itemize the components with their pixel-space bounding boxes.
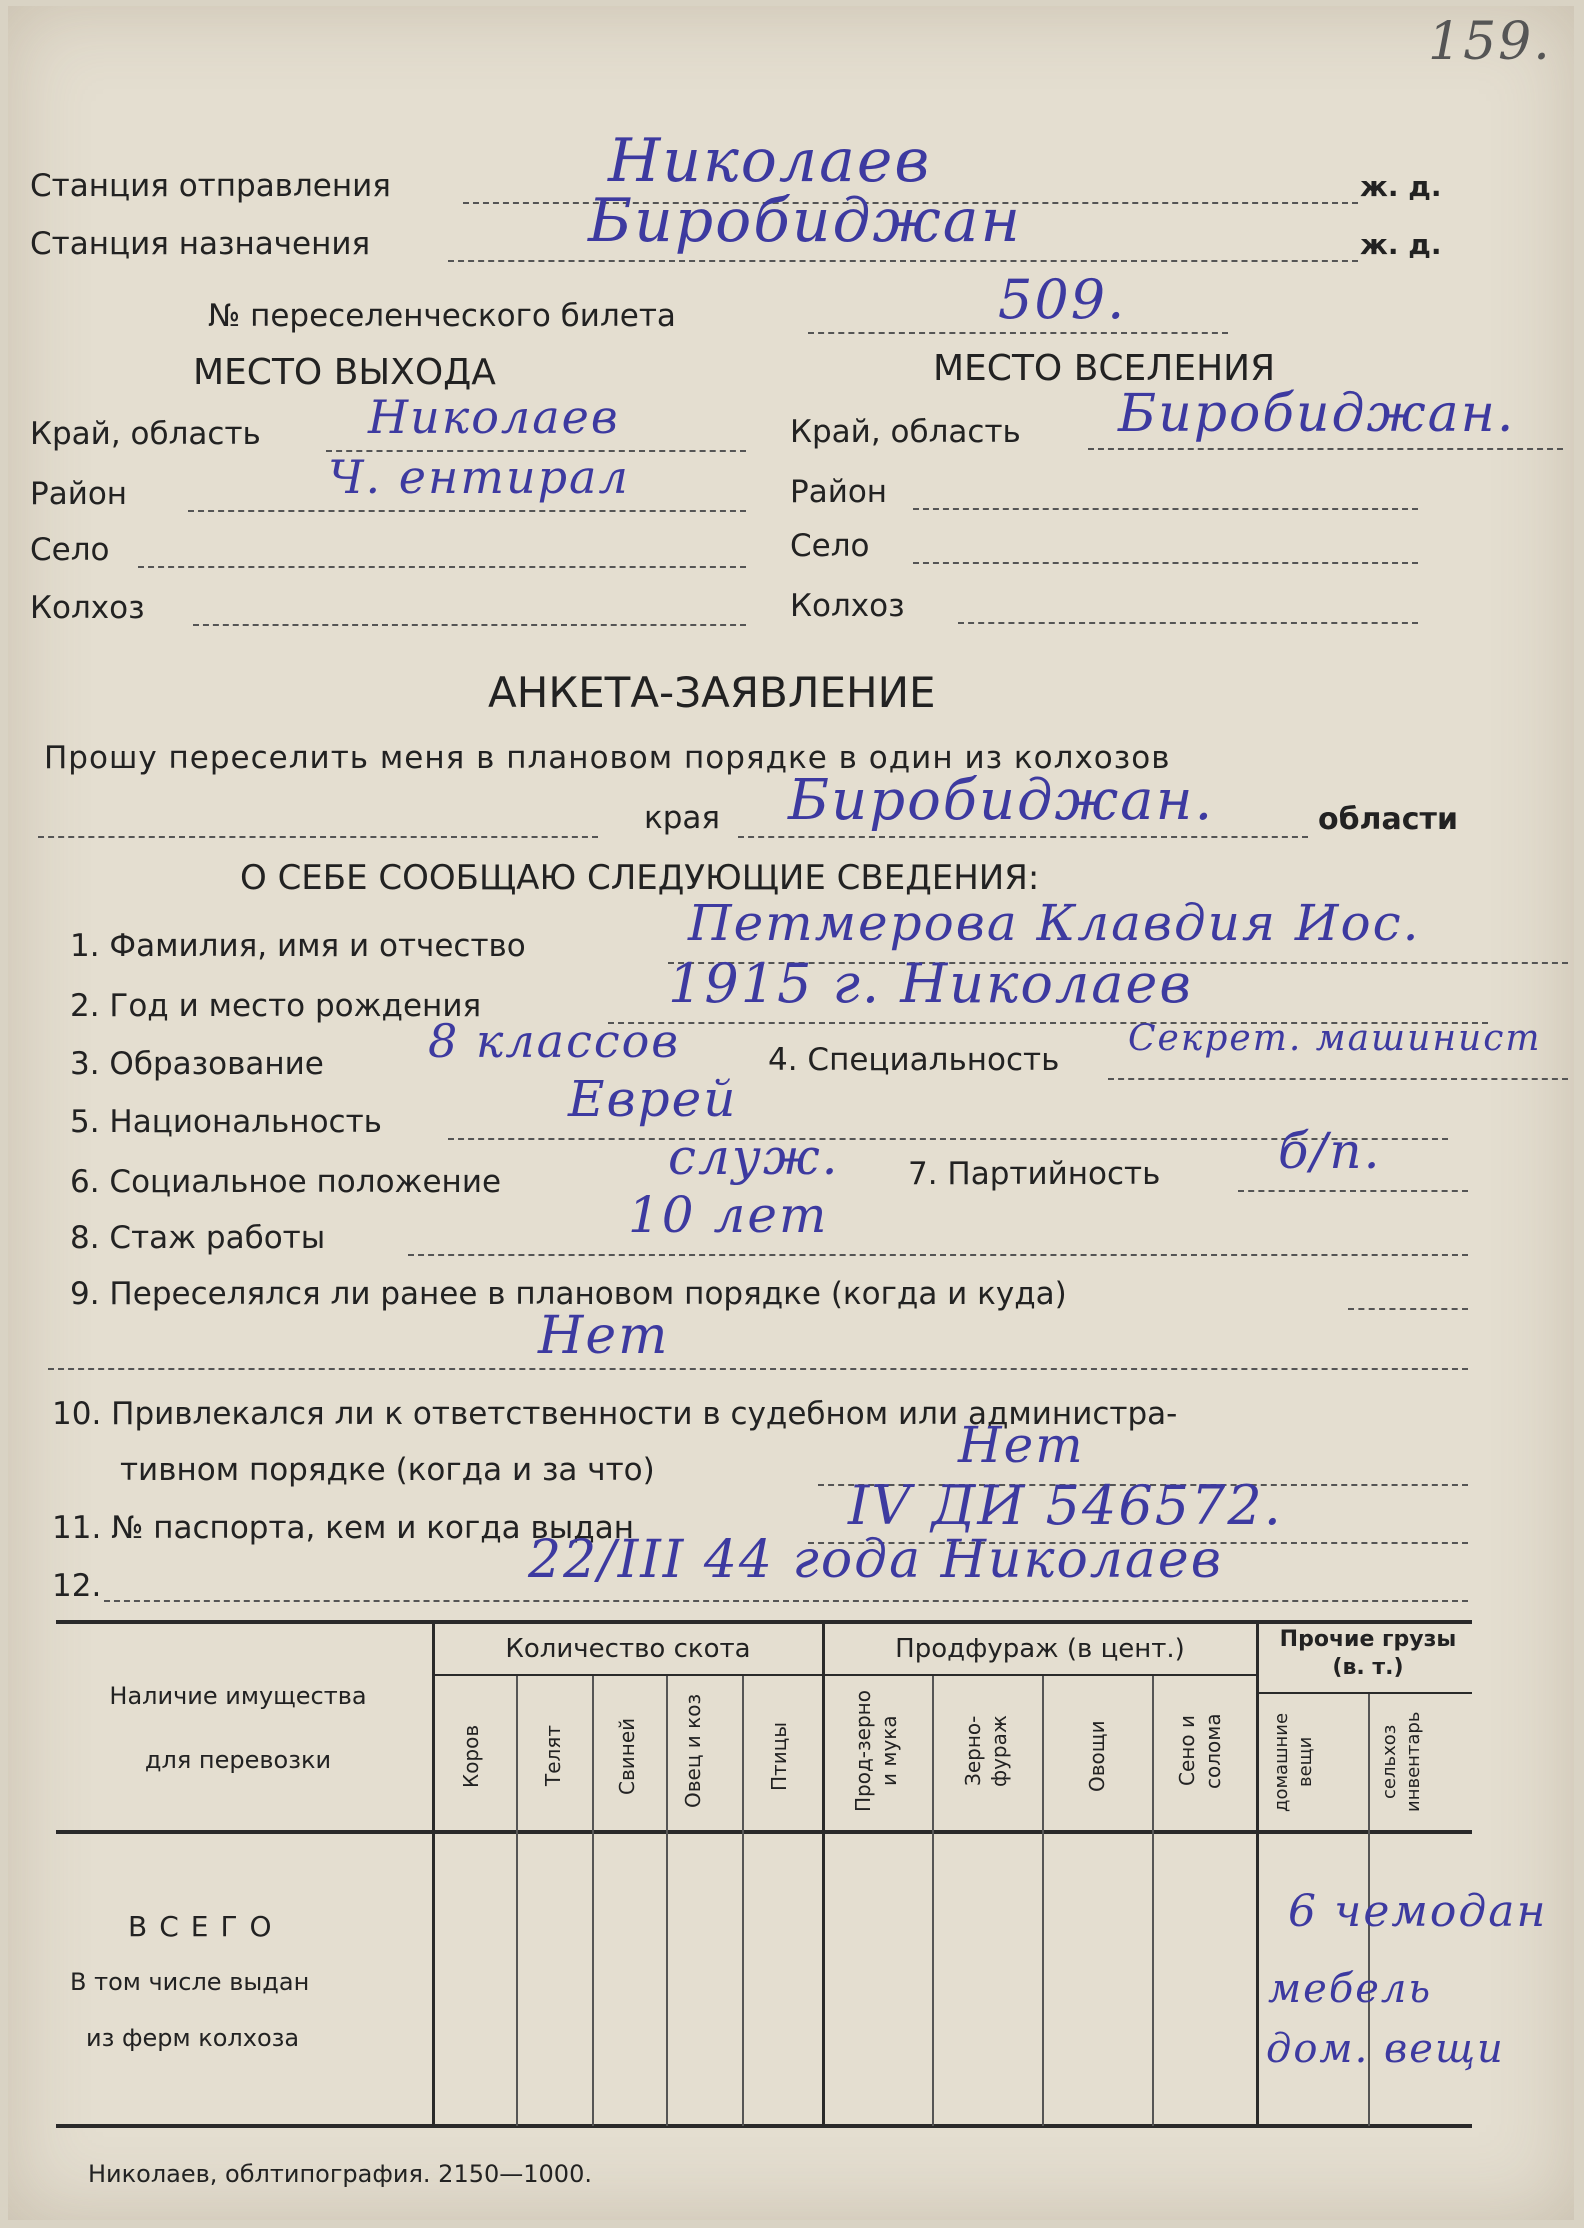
origin-village-line [138, 566, 746, 568]
table-col-line-6 [1042, 1674, 1044, 2126]
item-6-value: служ. [668, 1128, 840, 1186]
item-9-line-b [48, 1368, 1468, 1370]
item-10-value: Нет [958, 1416, 1085, 1474]
printer-footer: Николаев, облтипография. 2150—1000. [88, 2160, 592, 2188]
table-col-line-4 [742, 1674, 744, 2126]
table-header-bottom-border [56, 1830, 1472, 1834]
kraya-value: Биробиджан. [788, 768, 1215, 833]
col-grain: Прод-зерно и мука [851, 1690, 901, 1812]
table-col-line-5 [932, 1674, 934, 2126]
destination-village-line [913, 562, 1418, 564]
destination-region-label: Край, область [790, 414, 1021, 450]
col-vegetables: Овощи [1085, 1720, 1109, 1792]
col-sheep: Овец и коз [681, 1693, 705, 1809]
ticket-label: № переселенческого билета [208, 298, 676, 334]
oblasti-label: области [1318, 802, 1458, 837]
destination-rail-suffix: ж. д. [1360, 228, 1442, 261]
destination-label: Станция назначения [30, 226, 371, 262]
item-8-value: 10 лет [628, 1186, 829, 1244]
item-9-value: Нет [538, 1306, 670, 1366]
item-1-label: 1. Фамилия, имя и отчество [70, 928, 526, 964]
item-7-line [1238, 1190, 1468, 1192]
row-header-line-1: Наличие имущества [109, 1682, 367, 1710]
item-4-value: Секрет. машинист [1128, 1018, 1542, 1059]
included-label-2: из ферм колхоза [86, 2024, 300, 2052]
item-10-label-1: 10. Привлекался ли к ответственности в судебном или администра- [52, 1396, 1178, 1432]
origin-region-label: Край, область [30, 416, 261, 452]
item-8-label: 8. Стаж работы [70, 1220, 326, 1256]
table-col-line-1 [516, 1674, 518, 2126]
feed-group-label: Продфураж (в цент.) [895, 1634, 1185, 1664]
destination-district-label: Район [790, 474, 888, 510]
ticket-line [808, 332, 1228, 334]
other-cargo-value-3: дом. вещи [1266, 2026, 1505, 2072]
livestock-group-line [434, 1674, 822, 1676]
origin-district-line [188, 510, 746, 512]
item-4-line [1108, 1078, 1568, 1080]
departure-value: Николаев [608, 126, 932, 196]
departure-rail-suffix: ж. д. [1360, 170, 1442, 203]
item-9-label: 9. Переселялся ли ранее в плановом порядке (когда и куда) [70, 1276, 1067, 1312]
destination-kolkhoz-line [958, 622, 1418, 624]
item-12-value: 22/III 44 года Николаев [528, 1530, 1223, 1590]
item-11-label: 11. № паспорта, кем и когда выдан [52, 1510, 634, 1546]
item-3-label: 3. Образование [70, 1046, 324, 1082]
request-line: Прошу переселить меня в плановом порядке в один из колхозов [44, 740, 1171, 776]
item-3-value: 8 классов [428, 1014, 681, 1068]
table-divider-feed [1256, 1622, 1259, 2126]
table-col-line-2 [592, 1674, 594, 2126]
request-blank-line [38, 836, 598, 838]
other-group-line [1258, 1692, 1472, 1694]
item-2-value: 1915 г. Николаев [668, 952, 1193, 1015]
other-group-label: Прочие грузы (в. т.) [1279, 1627, 1457, 1680]
col-inventory: сельхоз инвентарь [1379, 1711, 1424, 1813]
col-fodder: Зерно-фураж [961, 1715, 1011, 1787]
item-12-line [104, 1600, 1468, 1602]
col-hay: Сено и солома [1175, 1713, 1225, 1789]
item-12-label: 12. [52, 1568, 102, 1604]
item-7-value: б/п. [1278, 1122, 1382, 1180]
table-top-border [56, 1620, 1472, 1624]
row-header-line-2: для перевозки [144, 1746, 332, 1774]
destination-region-line [1088, 448, 1563, 450]
form-sheet [8, 6, 1574, 2220]
col-birds: Птицы [767, 1721, 791, 1791]
origin-village-label: Село [30, 532, 110, 568]
included-label-1: В том числе выдан [70, 1968, 310, 1996]
item-6-label: 6. Социальное положение [70, 1164, 502, 1200]
origin-district-value: Ч. ентирал [328, 450, 630, 504]
other-cargo-value-1: 6 чемодан [1288, 1886, 1548, 1937]
destination-kolkhoz-label: Колхоз [790, 588, 905, 624]
feed-group-line [824, 1674, 1256, 1676]
table-divider-livestock [822, 1622, 825, 2126]
destination-district-line [913, 508, 1418, 510]
item-11-value: IV ДИ 546572. [848, 1474, 1283, 1537]
item-5-label: 5. Национальность [70, 1104, 382, 1140]
origin-kolkhoz-line [193, 624, 746, 626]
total-label: ВСЕГО [128, 1910, 284, 1943]
ticket-value: 509. [998, 268, 1127, 331]
item-7-label: 7. Партийность [908, 1156, 1161, 1192]
col-calves: Телят [541, 1725, 565, 1787]
archive-page-number: 159. [1428, 12, 1552, 72]
destination-village-label: Село [790, 528, 870, 564]
item-9-line-a [1348, 1308, 1468, 1310]
table-bottom-border [56, 2124, 1472, 2128]
origin-kolkhoz-label: Колхоз [30, 590, 145, 626]
table-col-line-7 [1152, 1674, 1154, 2126]
destination-region-value: Биробиджан. [1118, 384, 1516, 444]
kraya-label: края [644, 800, 721, 836]
other-cargo-value-2: мебель [1268, 1966, 1433, 2012]
table-col-line-3 [666, 1674, 668, 2126]
item-10-label-2: тивном порядке (когда и за что) [120, 1452, 655, 1488]
kraya-line [738, 836, 1308, 838]
col-household: домашние вещи [1271, 1712, 1316, 1812]
item-8-line [408, 1254, 1468, 1256]
departure-label: Станция отправления [30, 168, 391, 204]
col-pigs: Свиней [615, 1717, 639, 1795]
origin-district-label: Район [30, 476, 128, 512]
item-2-label: 2. Год и место рождения [70, 988, 482, 1024]
livestock-group-label: Количество скота [505, 1634, 751, 1664]
item-4-label: 4. Специальность [768, 1042, 1060, 1078]
destination-line [448, 260, 1358, 262]
table-divider-rowheader [432, 1622, 435, 2126]
destination-title: МЕСТО ВСЕЛЕНИЯ [933, 348, 1276, 389]
origin-region-value: Николаев [368, 390, 620, 444]
destination-value: Биробиджан [588, 186, 1023, 256]
item-1-value: Петмерова Клавдия Иос. [688, 894, 1421, 952]
col-cows: Коров [459, 1724, 483, 1788]
form-title: АНКЕТА-ЗАЯВЛЕНИЕ [488, 668, 936, 717]
item-5-value: Еврей [568, 1070, 738, 1128]
info-heading: О СЕБЕ СООБЩАЮ СЛЕДУЮЩИЕ СВЕДЕНИЯ: [240, 858, 1040, 898]
origin-title: МЕСТО ВЫХОДА [193, 352, 496, 393]
